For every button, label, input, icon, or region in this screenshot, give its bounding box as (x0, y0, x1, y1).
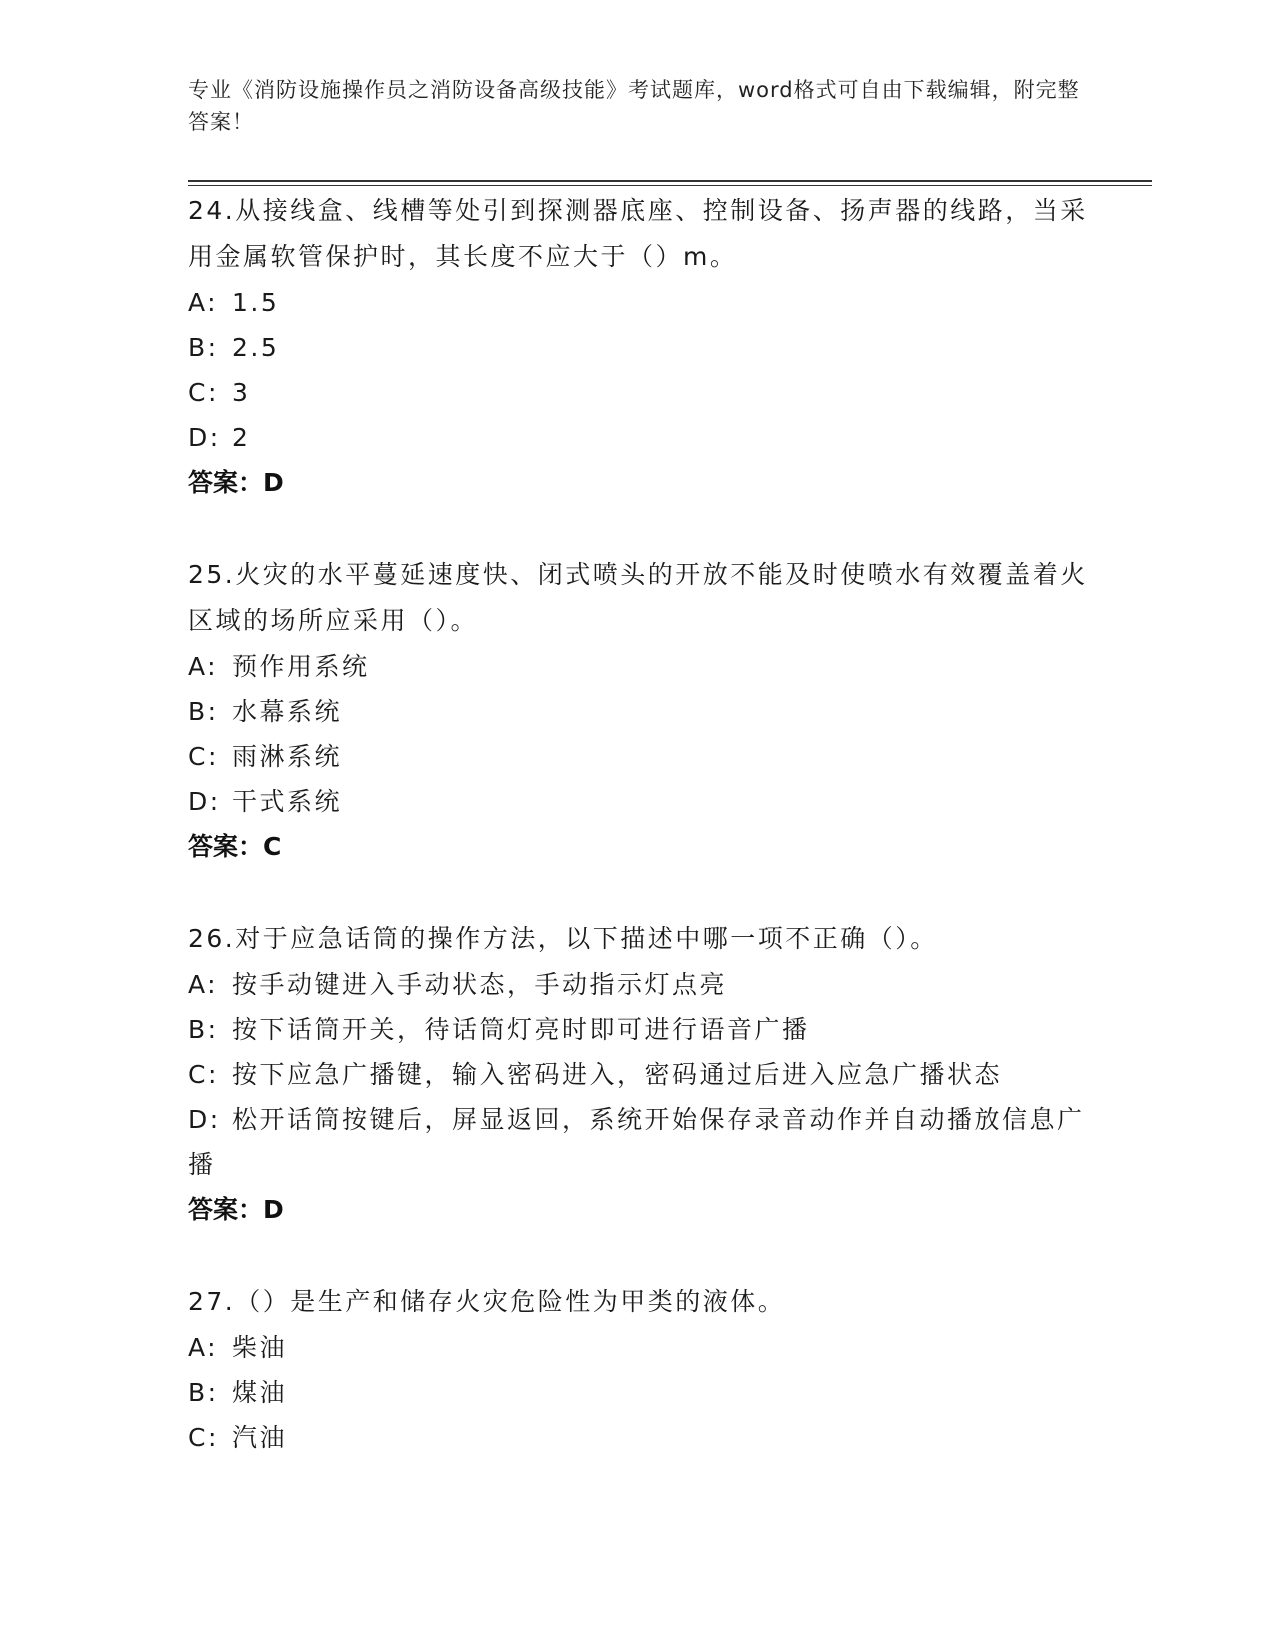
option-a (188, 644, 1088, 689)
option-letter: B: (188, 1378, 219, 1407)
option-text: 柴油 (232, 1333, 288, 1362)
option-letter: B: (188, 1015, 219, 1044)
option-b (188, 1007, 1088, 1052)
option-letter: D: (188, 423, 221, 452)
answer-line: 答案：C (188, 832, 282, 861)
option-text: 干式系统 (232, 787, 343, 816)
document-header-note: 专业《消防设施操作员之消防设备高级技能》考试题库，word格式可自由下载编辑，附完整答案！ (188, 78, 1080, 134)
option-d (188, 415, 1088, 460)
option-letter: A: (188, 288, 219, 317)
option-letter: C: (188, 378, 219, 407)
option-text: 2 (232, 423, 251, 452)
question-24 (188, 188, 1088, 506)
option-b (188, 325, 1088, 370)
option-text: 雨淋系统 (232, 742, 343, 771)
option-text: 1.5 (232, 288, 280, 317)
option-letter: A: (188, 652, 219, 681)
option-text: 3 (232, 378, 251, 407)
answer-line: 答案：D (188, 468, 284, 497)
option-letter: D: (188, 787, 221, 816)
option-text: 按手动键进入手动状态，手动指示灯点亮 (232, 970, 728, 999)
option-c (188, 734, 1088, 779)
option-b (188, 689, 1088, 734)
answer-line: 答案：D (188, 1195, 284, 1224)
option-letter: C: (188, 742, 219, 771)
option-letter: C: (188, 1060, 219, 1089)
option-a (188, 962, 1088, 1007)
option-text: 预作用系统 (232, 652, 370, 681)
option-c (188, 1052, 1088, 1097)
question-27 (188, 1279, 1088, 1460)
question-stem: 26.对于应急话筒的操作方法，以下描述中哪一项不正确（）。 (188, 924, 938, 953)
option-text: 按下应急广播键，输入密码进入，密码通过后进入应急广播状态 (232, 1060, 1003, 1089)
question-stem: 25.火灾的水平蔓延速度快、闭式喷头的开放不能及时使喷水有效覆盖着火区域的场所应采用（）。 (188, 560, 1088, 635)
option-a (188, 280, 1088, 325)
option-letter: C: (188, 1423, 219, 1452)
option-d (188, 1097, 1088, 1187)
option-text: 煤油 (232, 1378, 288, 1407)
option-a (188, 1325, 1088, 1370)
option-d (188, 779, 1088, 824)
header-divider-thin (188, 185, 1152, 186)
question-stem: 24.从接线盒、线槽等处引到探测器底座、控制设备、扬声器的线路，当采用金属软管保护时，其长度不应大于（）m。 (188, 196, 1088, 271)
option-c (188, 1415, 1088, 1460)
header-divider-thick (188, 180, 1152, 182)
option-letter: D: (188, 1105, 221, 1134)
option-letter: A: (188, 1333, 219, 1362)
question-25 (188, 552, 1088, 870)
option-text: 按下话筒开关，待话筒灯亮时即可进行语音广播 (232, 1015, 810, 1044)
option-c (188, 370, 1088, 415)
option-letter: B: (188, 697, 219, 726)
option-letter: B: (188, 333, 219, 362)
option-text: 松开话筒按键后，屏显返回，系统开始保存录音动作并自动播放信息广播 (188, 1105, 1085, 1179)
question-list (188, 188, 1088, 1506)
option-text: 水幕系统 (232, 697, 343, 726)
question-26 (188, 916, 1088, 1233)
option-text: 2.5 (232, 333, 280, 362)
option-letter: A: (188, 970, 219, 999)
option-text: 汽油 (232, 1423, 288, 1452)
option-b (188, 1370, 1088, 1415)
question-stem: 27.（）是生产和储存火灾危险性为甲类的液体。 (188, 1287, 786, 1316)
